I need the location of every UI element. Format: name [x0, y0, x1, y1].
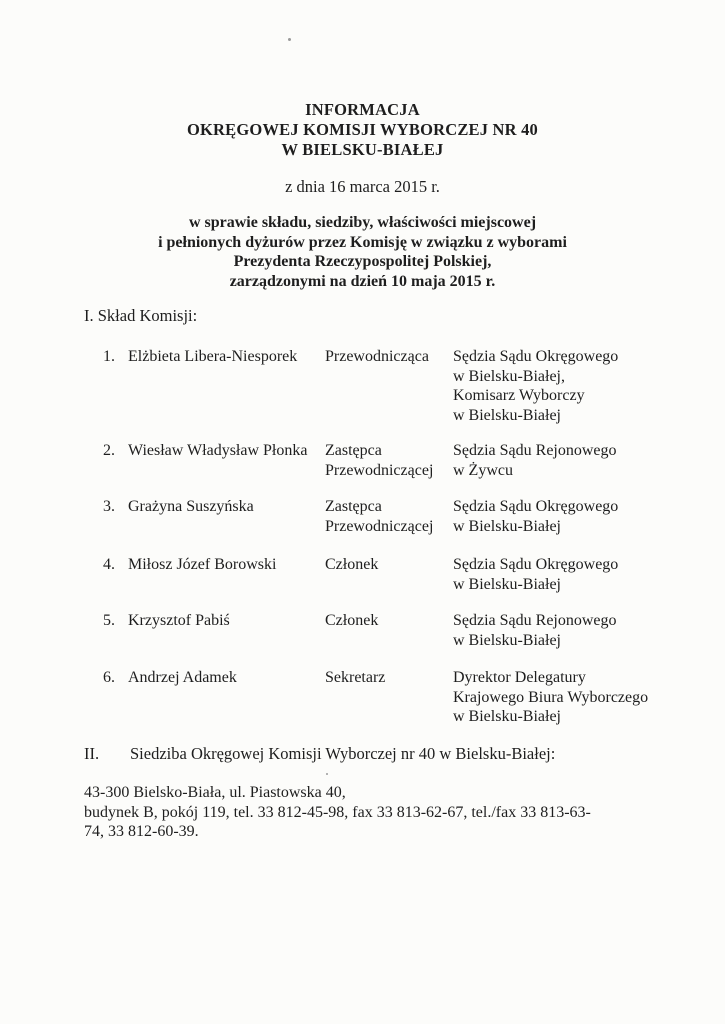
member-role	[325, 441, 450, 480]
section-label: Siedziba Okręgowej Komisji Wyborczej nr 40 w Bielsku-Białej:	[130, 744, 556, 763]
document-date: z dnia 16 marca 2015 r.	[285, 177, 440, 196]
section-heading-seat	[84, 744, 555, 764]
title-line: INFORMACJA	[305, 100, 420, 119]
address-line: budynek B, pokój 119, tel. 33 812-45-98, fax 33 813-62-67, tel./fax 33 813-63-	[84, 803, 591, 821]
member-name: Andrzej Adamek	[128, 669, 237, 686]
member-role	[325, 611, 450, 631]
member-role-line: Przewodniczącej	[325, 517, 434, 535]
member-number: 2.	[103, 442, 115, 459]
member-function	[453, 555, 683, 594]
subject-line: i pełnionych dyżurów przez Komisję w związku z wyborami	[158, 233, 567, 251]
scan-speck	[288, 38, 291, 41]
member-name: Grażyna Suszyńska	[128, 498, 254, 515]
member-function-line: w Bielsku-Białej	[453, 631, 561, 649]
member-role-line: Członek	[325, 556, 379, 573]
document-title	[0, 100, 725, 160]
member-number: 4.	[103, 556, 115, 573]
member-function-line: w Bielsku-Białej,	[453, 367, 565, 385]
member-role-line: Przewodnicząca	[325, 348, 429, 365]
member-function-line: Sędzia Sądu Okręgowego	[453, 348, 619, 365]
member-function-line: Sędzia Sądu Okręgowego	[453, 498, 619, 515]
member-function-line: Sędzia Sądu Okręgowego	[453, 556, 619, 573]
member-name: Miłosz Józef Borowski	[128, 556, 277, 573]
title-line: OKRĘGOWEJ KOMISJI WYBORCZEJ NR 40	[186, 120, 538, 139]
member-number: 6.	[103, 669, 115, 686]
member-function-line: Dyrektor Delegatury	[453, 669, 586, 686]
member-function-line: Sędzia Sądu Rejonowego	[453, 612, 617, 629]
member-number: 5.	[103, 612, 115, 629]
member-role	[325, 497, 450, 536]
member-function-line: w Bielsku-Białej	[453, 708, 561, 725]
member-name: Krzysztof Pabiś	[128, 612, 230, 629]
member-role-line: Zastępca	[325, 442, 382, 459]
subject-line: w sprawie składu, siedziby, właściwości miejscowej	[188, 214, 537, 231]
member-role-line: Zastępca	[325, 498, 382, 515]
member-function-line: Krajowego Biura Wyborczego	[453, 688, 649, 706]
member-function-line: w Bielsku-Białej	[453, 406, 561, 424]
member-function-line: w Bielsku-Białej	[453, 517, 561, 535]
member-role-line: Przewodniczącej	[325, 461, 434, 479]
document-subject	[0, 213, 725, 291]
member-function-line: w Żywcu	[453, 461, 513, 479]
member-role	[325, 555, 450, 575]
member-name: Wiesław Władysław Płonka	[128, 442, 308, 459]
address-line: 43-300 Bielsko-Biała, ul. Piastowska 40,	[84, 784, 346, 801]
member-function	[453, 668, 683, 727]
subject-line: zarządzonymi na dzień 10 maja 2015 r.	[229, 272, 496, 290]
member-function	[453, 497, 683, 536]
address-line: 74, 33 812-60-39.	[84, 823, 199, 840]
member-role-line: Sekretarz	[325, 669, 386, 686]
member-function	[453, 441, 683, 480]
member-function	[453, 611, 683, 650]
section-heading-composition: I. Skład Komisji:	[84, 306, 198, 325]
member-role	[325, 347, 450, 367]
address-block	[84, 783, 644, 842]
member-function	[453, 347, 683, 425]
member-role	[325, 668, 450, 688]
member-role-line: Członek	[325, 612, 379, 629]
member-function-line: Sędzia Sądu Rejonowego	[453, 442, 617, 459]
section-number: II.	[84, 744, 100, 763]
member-number: 3.	[103, 498, 115, 515]
member-function-line: w Bielsku-Białej	[453, 575, 561, 593]
member-number: 1.	[103, 348, 115, 365]
title-line: W BIELSKU-BIAŁEJ	[281, 140, 444, 159]
subject-line: Prezydenta Rzeczypospolitej Polskiej,	[233, 253, 492, 270]
scan-speck	[326, 773, 328, 775]
member-name: Elżbieta Libera-Niesporek	[128, 348, 298, 365]
member-function-line: Komisarz Wyborczy	[453, 387, 585, 404]
